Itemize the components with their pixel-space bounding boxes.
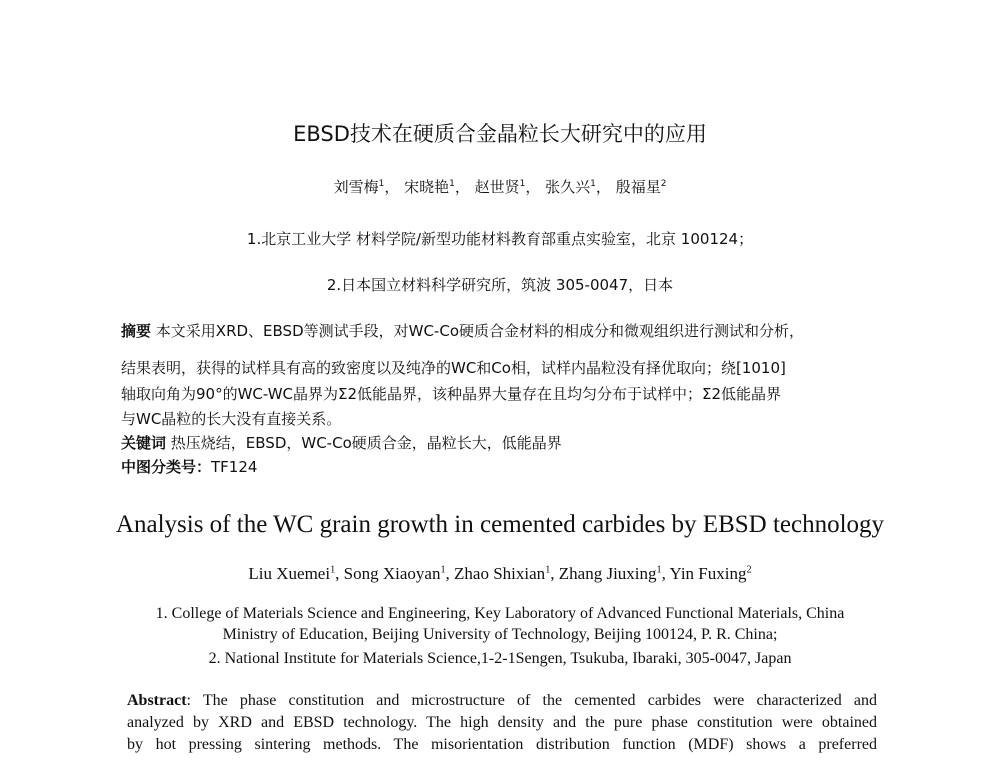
author-name: 赵世贤 — [474, 178, 520, 196]
author-name: Liu Xuemei — [248, 564, 331, 583]
english-abstract-line — [127, 692, 877, 710]
chinese-title: EBSD技术在硬质合金晶粒长大研究中的应用 — [293, 122, 707, 146]
english-abstract-line: by hot pressing sintering methods. The misorientation distribution function (MDF) shows a preferred — [127, 736, 877, 753]
chinese-affiliation-1: 1.北京工业大学 材料学院/新型功能材料教育部重点实验室，北京 100124； — [246, 230, 754, 248]
chinese-abstract-line: 轴取向角为90°的WC-WC晶界为Σ2低能晶界，该种晶界大量存在且均匀分布于试样中；Σ2低能晶界 — [121, 385, 782, 403]
author-name: Zhang Jiuxing — [558, 564, 657, 583]
chinese-abstract-line: 与WC晶粒的长大没有直接关系。 — [121, 410, 342, 428]
english-affiliation-line: 1. College of Materials Science and Engineering, Key Laboratory of Advanced Functional Materials, China — [155, 605, 845, 622]
chinese-classification-label: 中图分类号： — [121, 458, 212, 476]
chinese-keywords-label: 关键词 — [121, 434, 167, 452]
english-affiliation-line: Ministry of Education, Beijing University of Technology, Beijing 100124, P. R. China; — [222, 626, 778, 643]
author-name: 宋晓艳 — [404, 178, 450, 196]
author-affiliation-mark: 2 — [746, 564, 752, 576]
chinese-author-list: 刘雪梅$^1$， 宋晓艳$^1$， 赵世贤$^1$， 张久兴$^1$， 殷福星$^2$ — [333, 178, 667, 196]
author-affiliation-mark: 1 — [440, 564, 446, 576]
author-affiliation-mark: 1 — [656, 564, 662, 576]
english-abstract-label: Abstract — [127, 692, 187, 709]
chinese-classification-number — [121, 456, 257, 477]
author-affiliation-mark: 1 — [378, 179, 385, 189]
english-title: Analysis of the WC grain growth in cemented carbides by EBSD technology — [115, 511, 885, 538]
chinese-abstract-label: 摘要 — [121, 322, 152, 340]
chinese-keywords — [121, 432, 562, 453]
english-affiliation-line: 2. National Institute for Materials Science,1-2-1Sengen, Tsukuba, Ibaraki, 305-0047, Japan — [208, 650, 792, 667]
english-abstract-line: analyzed by XRD and EBSD technology. The high density and the pure phase constitution were obtained — [127, 714, 877, 731]
chinese-affiliation-2: 2.日本国立材料科学研究所，筑波 305-0047，日本 — [326, 276, 674, 294]
author-name: Yin Fuxing — [669, 564, 747, 583]
author-name: 殷福星 — [615, 178, 661, 196]
author-name: Song Xiaoyan — [343, 564, 441, 583]
chinese-abstract-text: 本文采用XRD、EBSD等测试手段，对WC-Co硬质合金材料的相成分和微观组织进行测试和分析， — [155, 322, 804, 340]
author-name: Zhao Shixian — [454, 564, 546, 583]
author-affiliation-mark: 1 — [545, 564, 551, 576]
chinese-keywords-text: 热压烧结，EBSD，WC-Co硬质合金，晶粒长大，低能晶界 — [170, 434, 562, 452]
author-affiliation-mark: 1 — [519, 179, 526, 189]
author-affiliation-mark: 1 — [590, 179, 596, 189]
chinese-abstract-line: 结果表明，获得的试样具有高的致密度以及纯净的WC和Co相，试样内晶粒没有择优取向；绕[1010] — [121, 359, 786, 377]
author-affiliation-mark: 1 — [449, 179, 455, 189]
author-name: 张久兴 — [545, 178, 591, 196]
english-abstract-text: : The phase constitution and microstructure of the cemented carbides were characterized and — [186, 692, 877, 709]
author-name: 刘雪梅 — [333, 178, 379, 196]
author-affiliation-mark: 1 — [330, 564, 336, 576]
author-affiliation-mark: 2 — [660, 179, 667, 189]
chinese-classification-value: TF124 — [211, 458, 258, 476]
chinese-abstract-line — [121, 320, 804, 341]
english-author-list: Liu Xuemei$^1$, Song Xiaoyan$^1$, Zhao Shixian$^1$, Zhang Jiuxing$^1$, Yin Fuxing$^2$ — [248, 564, 752, 583]
